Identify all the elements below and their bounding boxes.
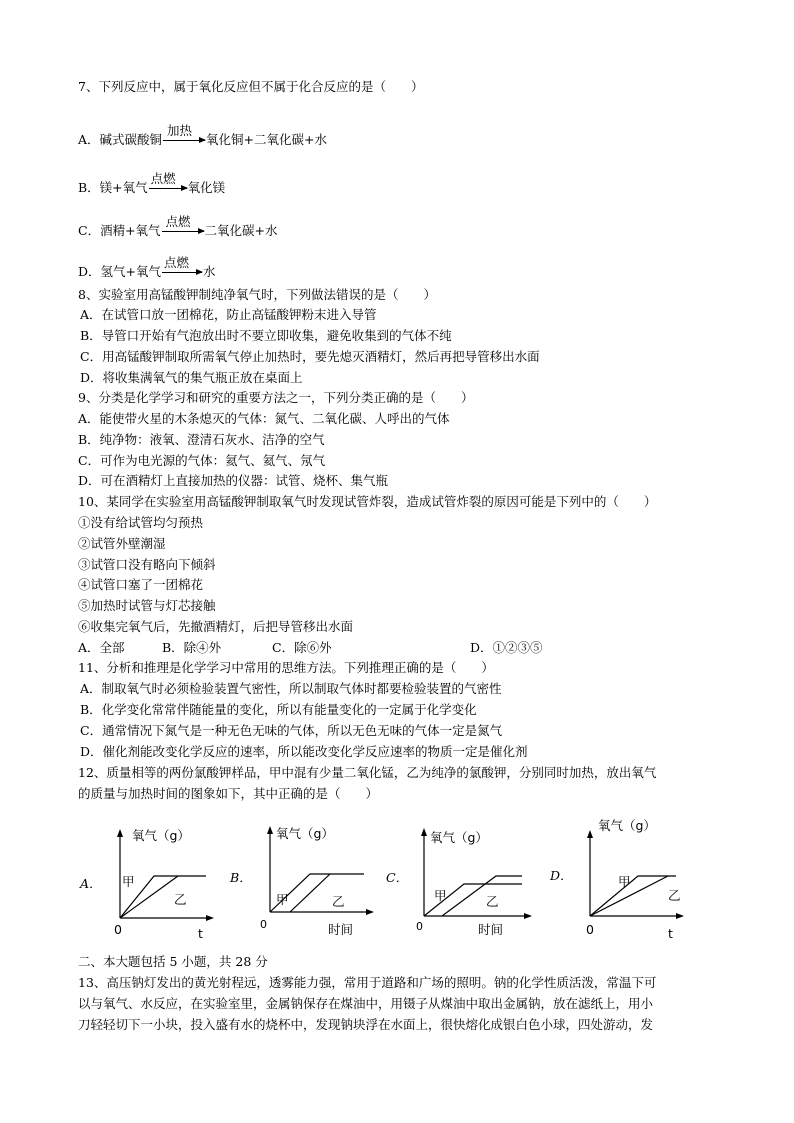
arrow-icon <box>162 214 204 232</box>
q10-item-4: ④试管口塞了一团棉花 <box>78 577 204 592</box>
q12-stem-line-1: 12、质量相等的两份氯酸钾样品，甲中混有少量二氧化锰，乙为纯净的氯酸钾，分别同时加热，放出氧气 <box>78 765 657 780</box>
graph-c-origin: 0 <box>416 920 423 933</box>
q10-option-a: A．全部 <box>78 640 125 655</box>
q12-stem-line-2: 的质量与加热时间的图象如下，其中正确的是（ ） <box>78 786 379 801</box>
q7-b-condition: 点燃 <box>150 171 176 186</box>
q7-stem: 7、下列反应中，属于氧化反应但不属于化合反应的是（ ） <box>78 79 424 94</box>
graph-b <box>256 820 386 944</box>
q7-d-condition: 点燃 <box>164 255 190 270</box>
arrow-icon <box>149 171 187 189</box>
q8-option-d: D．将收集满氧气的集气瓶正放在桌面上 <box>80 370 303 385</box>
q9-option-a: A．能使带火星的木条熄灭的气体：氮气、二氧化碳、人呼出的气体 <box>78 411 450 426</box>
q11-option-b: B．化学变化常常伴随能量的变化，所以有能量变化的一定属于化学变化 <box>80 702 477 717</box>
graph-b-x-arrow <box>366 909 374 915</box>
q9-option-b: B．纯净物：液氧、澄清石灰水、洁净的空气 <box>78 432 325 447</box>
graph-a-ylabel: 氧气（g） <box>132 828 190 843</box>
graph-d-yi: 乙 <box>668 888 681 903</box>
q10-option-b: B．除④外 <box>162 640 222 655</box>
graph-c-y-arrow <box>421 828 427 836</box>
q7-c-product: 二氧化碳+水 <box>204 223 278 238</box>
graph-a <box>108 820 228 944</box>
graph-b-xlabel: 时间 <box>328 922 354 937</box>
graph-b-label: B． <box>230 870 252 885</box>
q7-d-reactant: D．氢气+氧气 <box>78 264 161 279</box>
graph-a-origin: 0 <box>114 922 122 937</box>
graph-b-y-arrow <box>267 826 273 834</box>
q7-b-product: 氧化镁 <box>187 180 226 195</box>
graph-d-label: D． <box>550 868 573 883</box>
graph-a-label: A． <box>80 876 102 891</box>
graph-b-line-yi <box>290 874 330 912</box>
graph-d-ylabel: 氧气（g） <box>598 818 656 833</box>
q13-line-3: 刀轻轻切下一小块，投入盛有水的烧杯中，发现钠块浮在水面上，很快熔化成银白色小球，四处游动，发 <box>78 1017 654 1032</box>
graph-d-jia: 甲 <box>618 874 631 889</box>
graph-c-line-yi <box>442 876 522 916</box>
q10-option-d: D．①②③⑤ <box>470 640 543 655</box>
q7-c-condition: 点燃 <box>165 214 191 229</box>
graph-c <box>412 820 542 944</box>
q10-stem: 10、某同学在实验室用高锰酸钾制取氧气时发现试管炸裂，造成试管炸裂的原因可能是下列中的（ ） <box>78 494 657 509</box>
q7-b-reactant: B．镁+氧气 <box>78 180 148 195</box>
graph-b-ylabel: 氧气（g） <box>276 826 334 841</box>
q7-option-c <box>78 214 278 239</box>
graph-d-xlabel: t <box>668 926 673 940</box>
q10-item-6: ⑥收集完氧气后，先撤酒精灯，后把导管移出水面 <box>78 619 354 634</box>
graph-a-jia: 甲 <box>122 874 135 889</box>
arrow-icon <box>162 255 202 273</box>
q9-option-d: D．可在酒精灯上直接加热的仪器：试管、烧杯、集气瓶 <box>78 473 389 488</box>
q10-item-1: ①没有给试管均匀预热 <box>78 515 204 530</box>
q7-option-a <box>78 123 327 148</box>
graph-d-y-arrow <box>587 830 593 838</box>
q13-line-1: 13、高压钠灯发出的黄光射程远，透雾能力强，常用于道路和广场的照明。钠的化学性质活泼，常温下可 <box>78 975 657 990</box>
q10-item-5: ⑤加热时试管与灯芯接触 <box>78 598 216 613</box>
graph-d-origin: 0 <box>586 922 594 937</box>
q10-option-c: C．除⑥外 <box>272 640 332 655</box>
q7-option-d <box>78 255 216 280</box>
graph-a-xlabel: t <box>198 926 203 941</box>
q9-option-c: C．可作为电光源的气体：氦气、氦气、氖气 <box>78 453 326 468</box>
graph-c-label: C． <box>386 870 409 885</box>
q11-option-a: A．制取氧气时必须检验装置气密性，所以制取气体时都要检验装置的气密性 <box>80 681 502 696</box>
q7-option-b <box>78 171 226 196</box>
q7-a-product: 氧化铜+二氧化碳+水 <box>206 132 327 147</box>
graph-d <box>578 814 698 940</box>
graph-c-yi: 乙 <box>486 894 499 909</box>
graph-b-jia: 甲 <box>276 892 289 907</box>
graph-c-ylabel: 氧气（g） <box>430 830 488 845</box>
graph-d-x-arrow <box>676 913 684 919</box>
graph-c-x-arrow <box>524 913 532 919</box>
q8-option-a: A．在试管口放一团棉花，防止高锰酸钾粉末进入导管 <box>80 307 377 322</box>
q7-a-reactant: A．碱式碳酸铜 <box>78 132 163 147</box>
graph-a-x-arrow <box>206 915 214 921</box>
q11-option-d: D．催化剂能改变化学反应的速率，所以能改变化学反应速率的物质一定是催化剂 <box>80 744 528 759</box>
graph-b-yi: 乙 <box>332 894 345 909</box>
q13-line-2: 以与氧气、水反应，在实验室里，金属钠保存在煤油中，用镊子从煤油中取出金属钠，放在滤纸上，用小 <box>78 996 654 1011</box>
q9-stem: 9、分类是化学学习和研究的重要方法之一，下列分类正确的是（ ） <box>78 390 474 405</box>
graph-a-yi: 乙 <box>174 892 187 907</box>
graph-c-xlabel: 时间 <box>478 922 504 937</box>
q10-item-2: ②试管外壁潮湿 <box>78 536 166 551</box>
graph-b-origin: 0 <box>260 918 267 931</box>
q8-option-c: C．用高锰酸钾制取所需氧气停止加热时，要先熄灭酒精灯，然后再把导管移出水面 <box>80 349 540 364</box>
q8-option-b: B．导管口开始有气泡放出时不要立即收集，避免收集到的气体不纯 <box>80 328 452 343</box>
q11-stem: 11、分析和推理是化学学习中常用的思维方法。下列推理正确的是（ ） <box>78 660 494 675</box>
q7-d-product: 水 <box>203 264 216 279</box>
graph-c-jia: 甲 <box>434 888 447 903</box>
q10-item-3: ③试管口没有略向下倾斜 <box>78 557 216 572</box>
q8-stem: 8、实验室用高锰酸钾制纯净氧气时，下列做法错误的是（ ） <box>78 287 436 302</box>
arrow-icon <box>163 123 205 141</box>
graph-a-y-arrow <box>117 829 123 837</box>
q7-a-condition: 加热 <box>167 123 193 138</box>
q11-option-c: C．通常情况下氮气是一种无色无味的气体，所以无色无味的气体一定是氮气 <box>80 723 503 738</box>
section-2-heading: 二、本大题包括 5 小题，共 28 分 <box>78 954 268 969</box>
q7-c-reactant: C．酒精+氧气 <box>78 223 161 238</box>
